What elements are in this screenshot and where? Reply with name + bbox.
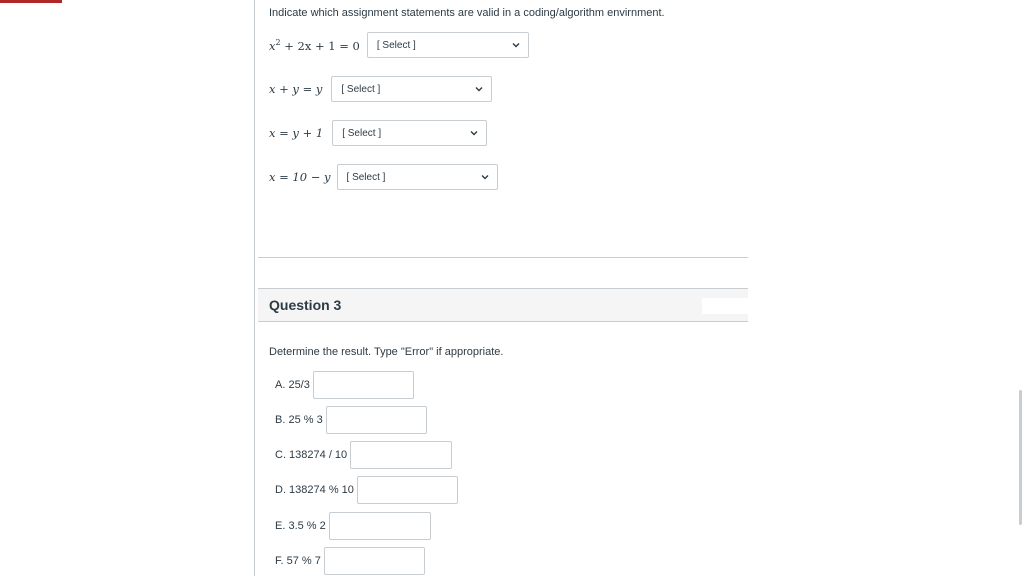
answer-row-c [275, 441, 452, 469]
answer-d-label: D. 138274 % 10 [275, 484, 354, 496]
answer-a-label: A. 25/3 [275, 379, 310, 391]
statement-1-expression: $x^2 + 2x + 1 = 0$ [269, 37, 360, 53]
answer-c-input[interactable] [350, 441, 452, 469]
statement-4-select-value: [ Select ] [346, 171, 386, 183]
answer-e-input[interactable] [329, 512, 431, 540]
statement-2-select[interactable] [331, 76, 492, 102]
statement-row-3 [269, 120, 487, 146]
answer-row-b [275, 406, 427, 434]
chevron-down-icon [512, 41, 520, 49]
statement-4-select[interactable] [337, 164, 498, 190]
answer-f-input[interactable] [324, 547, 425, 575]
answer-c-label: C. 138274 / 10 [275, 449, 348, 461]
statement-1-select[interactable] [367, 32, 529, 58]
question-3-title: Question 3 [269, 297, 342, 313]
chevron-down-icon [470, 129, 478, 137]
question-2-prompt: Indicate which assignment statements are valid in a coding/algorithm envirnment. [269, 7, 665, 19]
statement-row-1 [269, 32, 529, 58]
chevron-down-icon [481, 173, 489, 181]
statement-2-expression: x + y = y [269, 82, 323, 96]
top-accent-bar [0, 0, 62, 3]
statement-3-select[interactable] [332, 120, 487, 146]
chevron-down-icon [475, 85, 483, 93]
answer-e-label: E. 3.5 % 2 [275, 520, 326, 532]
statement-row-4 [269, 164, 498, 190]
answer-row-a [275, 371, 414, 399]
statement-4-expression: x = 10 − y [269, 170, 331, 184]
content-left-border [254, 0, 255, 576]
answer-row-e [275, 512, 431, 540]
question-3-header [258, 288, 748, 322]
statement-3-expression: x = y + 1 [269, 126, 324, 140]
question-3-points-area [702, 298, 748, 314]
answer-row-d [275, 476, 458, 504]
statement-row-2 [269, 76, 492, 102]
answer-row-f [275, 547, 425, 575]
question-3-prompt: Determine the result. Type "Error" if appropriate. [269, 346, 504, 358]
statement-1-select-value: [ Select ] [376, 39, 416, 51]
question-divider [258, 257, 748, 258]
statement-3-select-value: [ Select ] [342, 127, 382, 139]
answer-a-input[interactable] [313, 371, 414, 399]
answer-b-label: B. 25 % 3 [275, 414, 323, 426]
answer-b-input[interactable] [326, 406, 427, 434]
statement-2-select-value: [ Select ] [341, 83, 381, 95]
answer-f-label: F. 57 % 7 [275, 555, 321, 567]
answer-d-input[interactable] [357, 476, 458, 504]
scrollbar-thumb[interactable] [1019, 390, 1022, 525]
